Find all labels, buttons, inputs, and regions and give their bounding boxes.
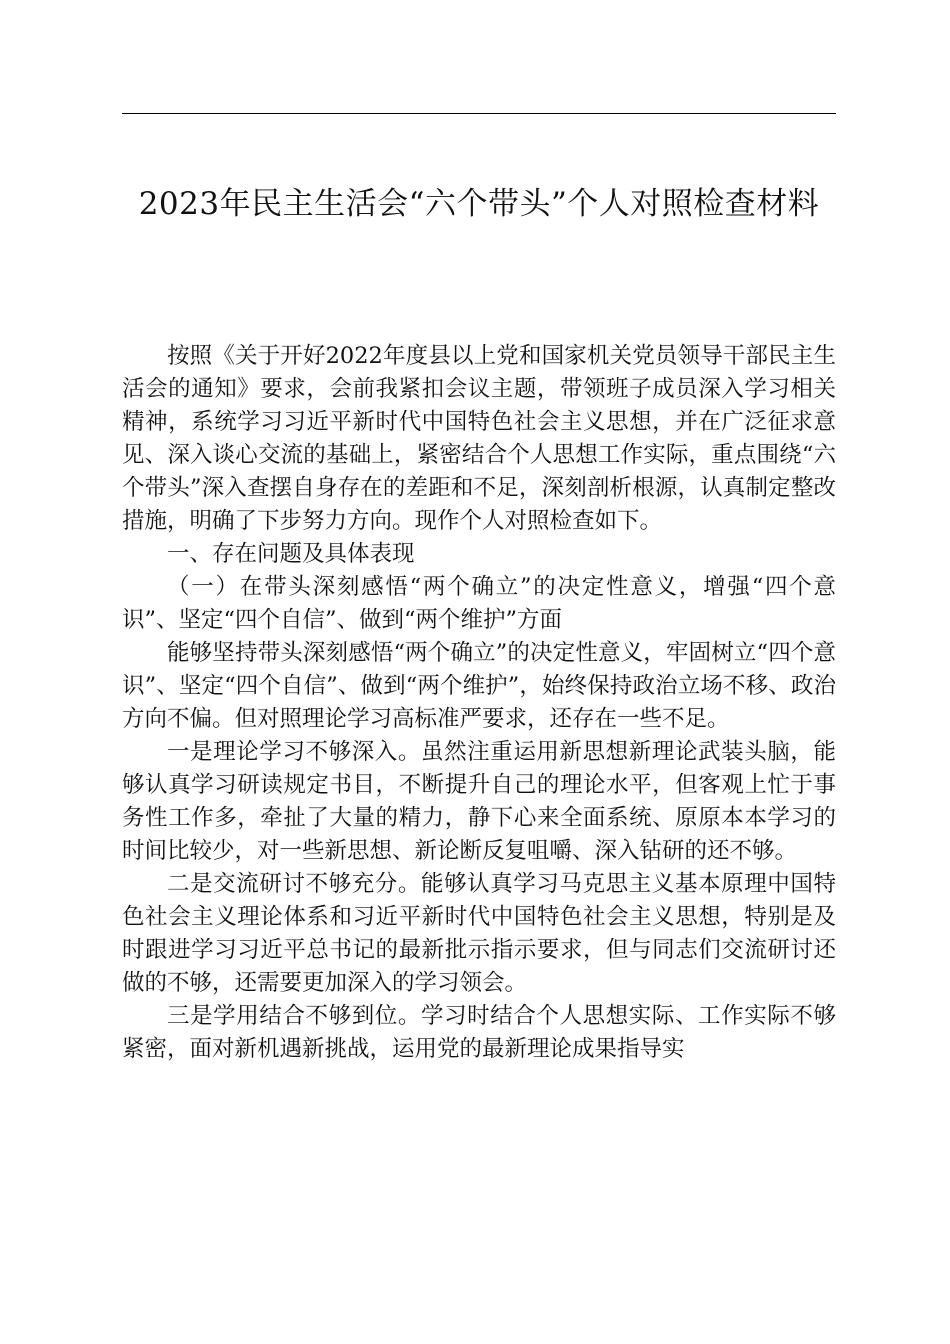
body-paragraph: 能够坚持带头深刻感悟“两个确立”的决定性意义，牢固树立“四个意识”、坚定“四个自信”、做到“两个维护”，始终保持政治立场不移、政治方向不偏。但对照理论学习高标准严要求，还存在一些不足。 bbox=[122, 640, 836, 732]
body-paragraph: 一是理论学习不够深入。虽然注重运用新思想新理论武装头脑，能够认真学习研读规定书目，不断提升自己的理论水平，但客观上忙于事务性工作多，牵扯了大量的精力，静下心来全面系统、原原本本学习的时间比较少，对一些新思想、新论断反复咀嚼、深入钻研的还不够。 bbox=[122, 739, 836, 864]
body-paragraph: 三是学用结合不够到位。学习时结合个人思想实际、工作实际不够紧密，面对新机遇新挑战，运用党的最新理论成果指导实 bbox=[122, 1003, 836, 1062]
body-paragraph: 二是交流研讨不够充分。能够认真学习马克思主义基本原理中国特色社会主义理论体系和习近平新时代中国特色社会主义思想，特别是及时跟进学习习近平总书记的最新批示指示要求，但与同志们交流研讨还做的不够，还需要更加深入的学习领会。 bbox=[122, 871, 836, 996]
section-heading: 一、存在问题及具体表现 bbox=[167, 541, 415, 567]
header-rule bbox=[122, 113, 836, 114]
intro-paragraph: 按照《关于开好2022年度县以上党和国家机关党员领导干部民主生活会的通知》要求，会前我紧扣会议主题，带领班子成员深入学习相关精神，系统学习习近平新时代中国特色社会主义思想，并在广泛征求意见、深入谈心交流的基础上，紧密结合个人思想工作实际，重点围绕“六个带头”深入查摆自身存在的差距和不足，深刻剖析根源，认真制定整改措施，明确了下步努力方向。现作个人对照检查如下。 bbox=[122, 343, 836, 534]
subsection-heading: （一）在带头深刻感悟“两个确立”的决定性意义，增强“四个意识”、坚定“四个自信”、做到“两个维护”方面 bbox=[122, 574, 836, 633]
document-title: 2023年民主生活会“六个带头”个人对照检查材料 bbox=[138, 186, 820, 222]
document-body bbox=[122, 340, 836, 1066]
